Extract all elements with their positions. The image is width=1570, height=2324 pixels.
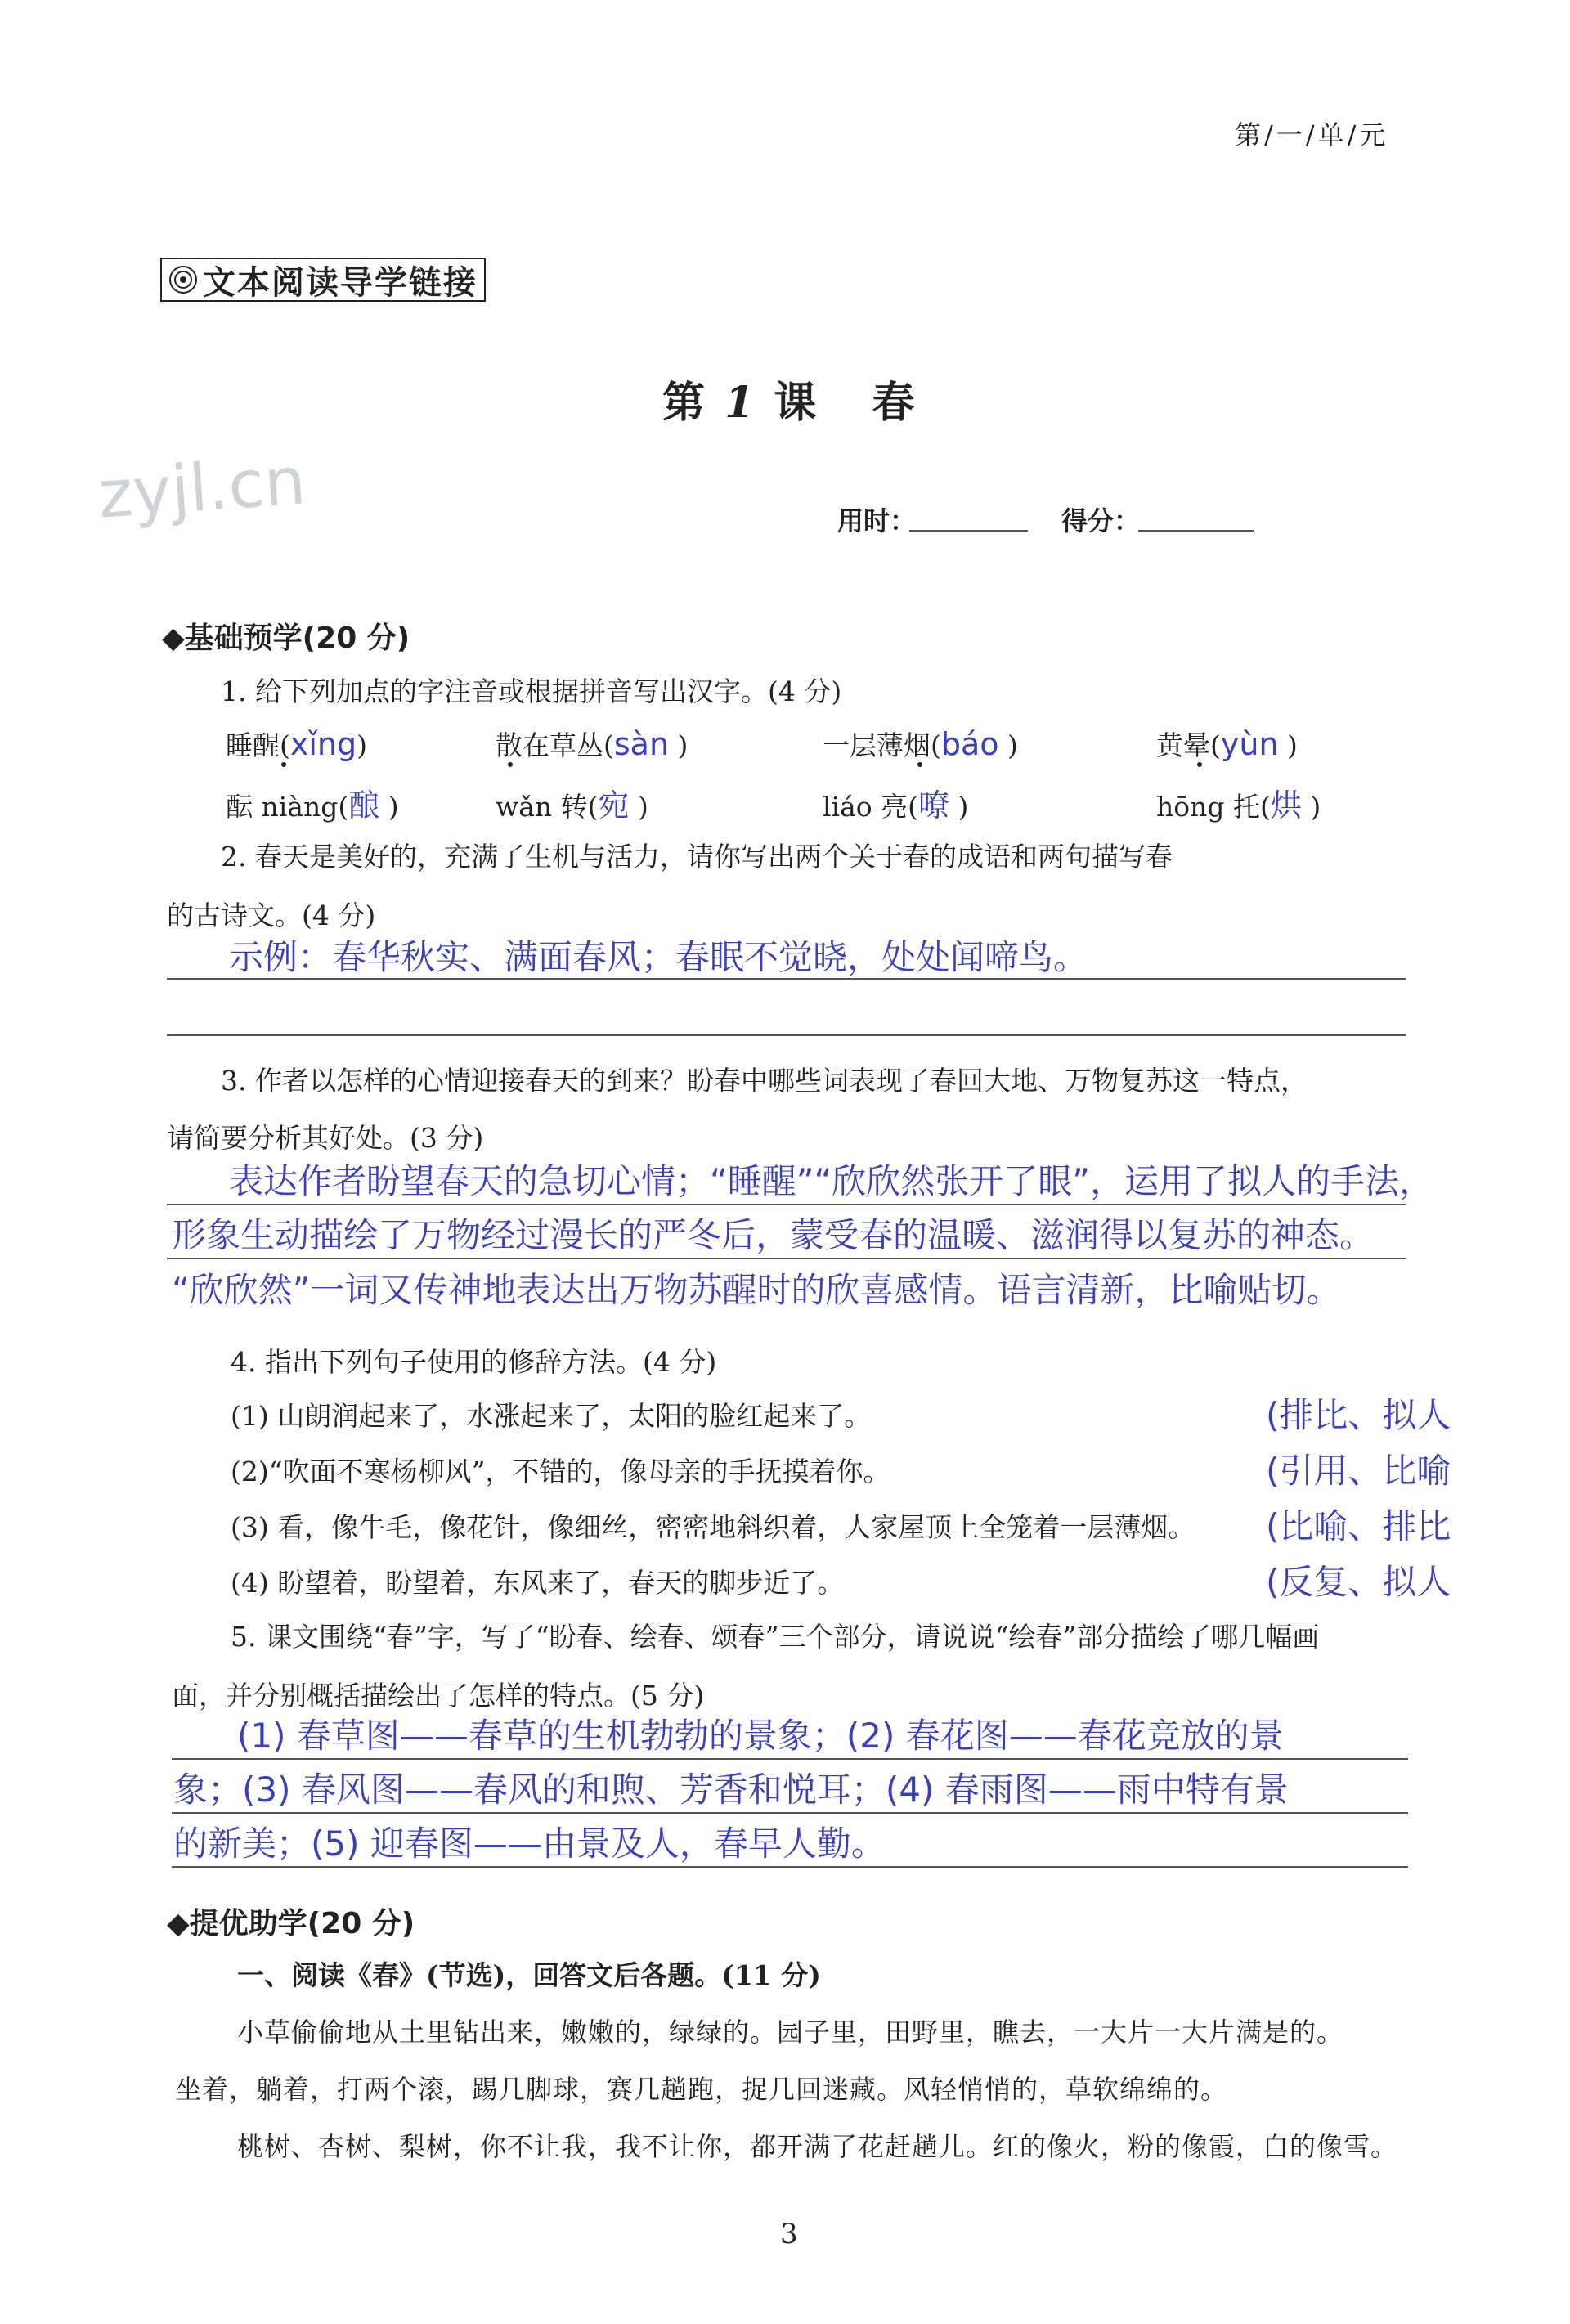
question-text: 2. 春天是美好的，充满了生机与活力，请你写出两个关于春的成语和两句描写春	[221, 841, 1173, 873]
banner-label: 文本阅读导学链接	[203, 263, 478, 302]
handwritten-answer: 示例：春华秋实、满面春风；春眠不觉晓，处处闻啼鸟。	[229, 937, 1088, 977]
handwritten-answer: (排比、拟人	[1266, 1395, 1451, 1435]
section-title: ◆基础预学(20 分)	[162, 621, 410, 655]
question-text: 5. 课文围绕“春”字，写了“盼春、绘春、颂春”三个部分，请说说“绘春”部分描绘了哪几幅画	[231, 1621, 1320, 1653]
answer-line	[167, 1258, 1406, 1259]
pinyin-item: 散在草丛(sàn )	[496, 726, 689, 762]
pinyin-item: liáo 亮(嘹 )	[823, 787, 969, 823]
watermark: zyjl.cn	[96, 442, 308, 533]
handwritten-answer: (反复、拟人	[1266, 1562, 1451, 1602]
time-blank[interactable]	[909, 530, 1028, 532]
page-number: 3	[780, 2218, 798, 2250]
question-text: 面，并分别概括描绘出了怎样的特点。(5 分)	[172, 1680, 705, 1712]
target-icon	[168, 265, 198, 294]
handwritten-answer: 表达作者盼望春天的急切心情；“睡醒”“欣欣然张开了眼”，运用了拟人的手法，	[229, 1161, 1434, 1201]
answer-line	[167, 978, 1406, 980]
score-blank[interactable]	[1138, 530, 1254, 532]
rhetoric-item: (1) 山朗润起来了，水涨起来了，太阳的脸红起来了。	[231, 1400, 872, 1432]
pinyin-item: 黄晕(yùn )	[1156, 726, 1298, 762]
reading-paragraph: 坐着，躺着，打两个滚，踢几脚球，赛几趟跑，捉几回迷藏。风轻悄悄的，草软绵绵的。	[175, 2074, 1228, 2105]
pinyin-item: hōng 托(烘 )	[1156, 787, 1321, 823]
rhetoric-item: (4) 盼望着，盼望着，东风来了，春天的脚步近了。	[231, 1567, 845, 1599]
answer-line	[167, 1034, 1406, 1036]
pinyin-item: wǎn 转(宛 )	[496, 787, 648, 823]
question-text: 4. 指出下列句子使用的修辞方法。(4 分)	[231, 1346, 717, 1378]
reading-paragraph: 小草偷偷地从土里钻出来，嫩嫩的，绿绿的。园子里，田野里，瞧去，一大片一大片满是的。	[237, 2017, 1344, 2048]
handwritten-answer: 的新美；(5) 迎春图——由景及人，春早人勤。	[173, 1824, 886, 1864]
score-label: 得分：	[1061, 505, 1141, 536]
section-banner	[160, 258, 486, 302]
handwritten-answer: “欣欣然”一词又传神地表达出万物苏醒时的欣喜感情。语言清新，比喻贴切。	[172, 1270, 1341, 1310]
time-label: 用时：	[837, 505, 917, 536]
emphasis-dot	[1197, 762, 1202, 767]
emphasis-dot	[917, 762, 922, 767]
reading-paragraph: 桃树、杏树、梨树，你不让我，我不让你，都开满了花赶趟儿。红的像火，粉的像霞，白的像雪。	[237, 2131, 1398, 2162]
section-title: ◆提优助学(20 分)	[167, 1907, 415, 1940]
handwritten-answer: (比喻、排比	[1266, 1506, 1451, 1546]
handwritten-answer: (引用、比喻	[1266, 1451, 1451, 1491]
emphasis-dot	[508, 762, 513, 767]
pinyin-item: 一层薄烟(báo )	[823, 726, 1018, 762]
reading-title: 一、阅读《春》(节选)，回答文后各题。(11 分)	[237, 1959, 821, 1991]
answer-line	[172, 1812, 1408, 1814]
rhetoric-item: (2)“吹面不寒杨柳风”，不错的，像母亲的手抚摸着你。	[231, 1456, 890, 1487]
page-title: 第 1 课 春	[662, 378, 915, 428]
question-text: 请简要分析其好处。(3 分)	[167, 1122, 484, 1154]
unit-label: 第/一/单/元	[1235, 119, 1389, 150]
handwritten-answer: (1) 春草图——春草的生机勃勃的景象；(2) 春花图——春花竞放的景	[237, 1716, 1284, 1756]
pinyin-item: 酝 niàng(酿 )	[226, 787, 399, 823]
handwritten-answer: 象；(3) 春风图——春风的和煦、芳香和悦耳；(4) 春雨图——雨中特有景	[173, 1770, 1289, 1810]
pinyin-item: 睡醒(xǐng)	[226, 726, 368, 762]
handwritten-answer: 形象生动描绘了万物经过漫长的严冬后，蒙受春的温暖、滋润得以复苏的神态。	[172, 1215, 1375, 1255]
answer-line	[167, 1204, 1406, 1205]
answer-line	[172, 1758, 1408, 1760]
rhetoric-item: (3) 看，像牛毛，像花针，像细丝，密密地斜织着，人家屋顶上全笼着一层薄烟。	[231, 1511, 1195, 1543]
question-text: 的古诗文。(4 分)	[167, 900, 376, 931]
answer-line	[172, 1866, 1408, 1868]
question-text: 1. 给下列加点的字注音或根据拼音写出汉字。(4 分)	[221, 675, 842, 707]
emphasis-dot	[281, 762, 286, 767]
question-text: 3. 作者以怎样的心情迎接春天的到来？盼春中哪些词表现了春回大地、万物复苏这一特点，	[221, 1065, 1308, 1097]
